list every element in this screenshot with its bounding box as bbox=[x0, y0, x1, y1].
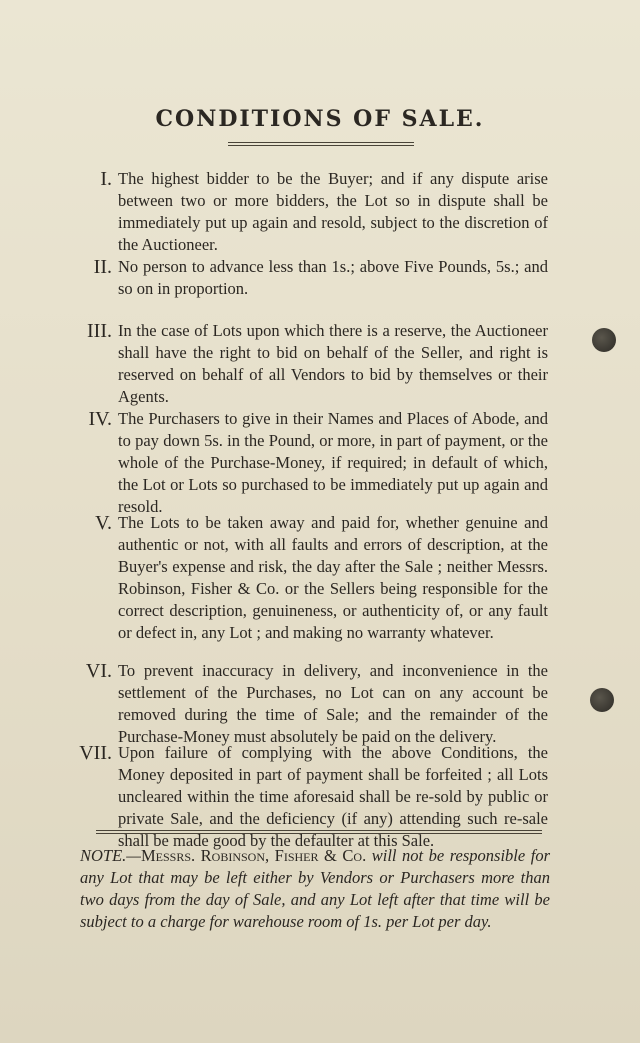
note-rule bbox=[96, 830, 542, 834]
clause-text: The Purchasers to give in their Names and Places of Abode, and to pay down 5s. in the Pound, or more, in part of payment, or the whole of the Purchase-Money, if required; in default of which, the Lot or Lots so purchased to be immediately put up again and resold. bbox=[118, 409, 548, 516]
clause-number: V. bbox=[95, 512, 112, 534]
clause-text: In the case of Lots upon which there is a reserve, the Auctioneer shall have the right to bid on behalf of the Seller, and right is reserved on behalf of all Vendors to bid by themselves or their Agents. bbox=[118, 321, 548, 406]
clause-text: No person to advance less than 1s.; above Five Pounds, 5s.; and so on in proportion. bbox=[118, 257, 548, 298]
binding-hole bbox=[590, 688, 614, 712]
clause-number: IV. bbox=[88, 408, 112, 430]
note-lead: NOTE.— bbox=[80, 846, 141, 865]
clause-text: The Lots to be taken away and paid for, whether genuine and authentic or not, with all faults and errors of description, at the Buyer's expense and risk, the day after the Sale ; neither Messrs. Robinson, Fisher & Co. or the Sellers being responsible for the correct description, genuineness, or authenticity of, or any fault or defect in, any Lot ; and making no warranty whatever. bbox=[118, 513, 548, 642]
binding-hole bbox=[592, 328, 616, 352]
note-paragraph bbox=[80, 845, 550, 933]
title-rule bbox=[228, 142, 414, 146]
clause-number: III. bbox=[87, 320, 112, 342]
clause-number: VI. bbox=[85, 660, 112, 682]
note-firm: Messrs. Robinson, Fisher & Co. bbox=[140, 846, 367, 865]
clause-number: VII. bbox=[79, 742, 112, 764]
clause-text: To prevent inaccuracy in delivery, and inconvenience in the settlement of the Purchases, no Lot can on any account be removed during the time of Sale; and the remainder of the Purchase-Money must absolutely be paid on the delivery. bbox=[118, 661, 548, 746]
clause-number: I. bbox=[100, 168, 112, 190]
clause-text: The highest bidder to be the Buyer; and if any dispute arise between two or more bidders, the Lot so in dispute shall be immediately put up again and resold, subject to the discretion of the Auctioneer. bbox=[118, 169, 548, 254]
clause-text: Upon failure of complying with the above Conditions, the Money deposited in part of payment shall be forfeited ; all Lots uncleared within the time aforesaid shall be re-sold by public or private Sale, and the deficiency (if any) attending such re-sale shall be made good by the defaulter at this Sale. bbox=[118, 743, 548, 850]
note-text: will not be responsible for any Lot that may be left either by Vendors or Purchasers more than two days from the day of Sale, and any Lot left after that time will be subject to a charge for warehouse room of 1s. per Lot per day. bbox=[80, 846, 550, 931]
page-title: CONDITIONS OF SALE. bbox=[155, 106, 485, 132]
clause-number: II. bbox=[93, 256, 112, 278]
